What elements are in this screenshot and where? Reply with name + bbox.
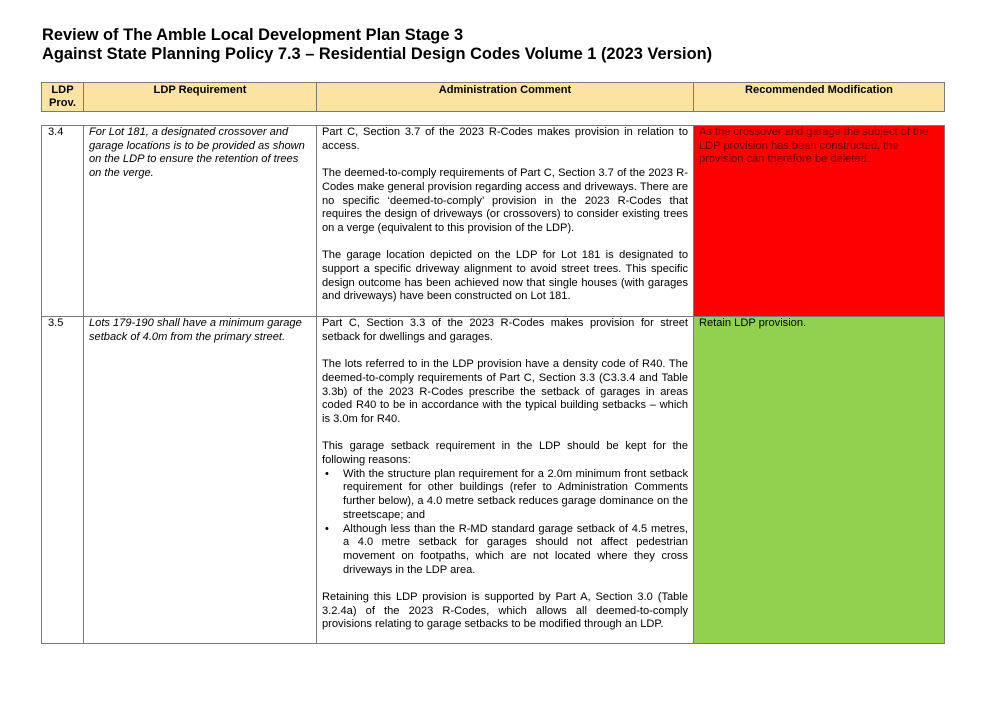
title-line-2: Against State Planning Policy 7.3 – Residential Design Codes Volume 1 (2023 Version) [42, 45, 713, 63]
provisions-table [41, 125, 945, 644]
provision-number: 3.4 [42, 126, 84, 317]
header-ldp-requirement: LDP Requirement [84, 83, 317, 112]
header-ldp-prov: LDP Prov. [42, 83, 84, 112]
administration-comment [317, 126, 694, 317]
reasons-list [322, 468, 688, 578]
table-row [42, 126, 945, 317]
table-row [42, 317, 945, 644]
title-line-1: Review of The Amble Local Development Plan Stage 3 [42, 26, 464, 44]
administration-comment [317, 317, 694, 644]
document-title [42, 26, 712, 64]
comment-paragraph: Part C, Section 3.7 of the 2023 R-Codes makes provision in relation to access. [322, 126, 688, 152]
recommended-modification: As the crossover and garage the subject of the LDP provision has been constructed, the provision can therefore be deleted. [694, 126, 945, 317]
comment-paragraph: Part C, Section 3.3 of the 2023 R-Codes makes provision for street setback for dwellings and garages. [322, 317, 688, 343]
list-item: • Although less than the R-MD standard garage setback of 4.5 metres, a 4.0 metre setback for garages should not affect pedestrian movement on footpaths, which are not located where they cross driveways in the LDP area. [325, 522, 688, 576]
comment-paragraph: This garage setback requirement in the LDP should be kept for the following reasons: [322, 440, 688, 466]
recommended-modification: Retain LDP provision. [694, 317, 945, 644]
comment-paragraph: The garage location depicted on the LDP for Lot 181 is designated to support a specific driveway alignment to avoid street trees. This specific design outcome has been achieved now that single houses (with garages and driveways) have been constructed on Lot 181. [322, 249, 688, 303]
comment-paragraph: The lots referred to in the LDP provision have a density code of R40. The deemed-to-comply requirements of Part C, Section 3.3 (C3.3.4 and Table 3.3b) of the 2023 R-Codes prescribe the setback of garages in areas coded R40 to be in accordance with the typical building setbacks – which is 3.0m for R40. [322, 358, 688, 425]
ldp-requirement-text: Lots 179-190 shall have a minimum garage setback of 4.0m from the primary street. [84, 317, 317, 644]
header-administration-comment: Administration Comment [317, 83, 694, 112]
table-header [41, 82, 945, 112]
bullet-icon: • [325, 467, 329, 480]
comment-paragraph: Retaining this LDP provision is supported by Part A, Section 3.0 (Table 3.2.4a) of the 2023 R-Codes, which allows all deemed-to-comply provisions relating to garage setbacks to be modified through an LDP. [322, 591, 688, 631]
provision-number: 3.5 [42, 317, 84, 644]
ldp-requirement-text: For Lot 181, a designated crossover and garage locations is to be provided as shown on the LDP to ensure the retention of trees on the verge. [84, 126, 317, 317]
header-recommended-modification: Recommended Modification [694, 83, 945, 112]
bullet-icon: • [325, 522, 329, 535]
list-item: • With the structure plan requirement for a 2.0m minimum front setback requirement for other buildings (refer to Administration Comments further below), a 4.0 metre setback reduces garage dominance on the streetscape; and [325, 467, 688, 521]
comment-paragraph: The deemed-to-comply requirements of Part C, Section 3.7 of the 2023 R-Codes make general provision regarding access and driveways. There are no specific ‘deemed-to-comply’ provision in the 2023 R-Codes that requires the design of driveways (or crossovers) to consider existing trees on a verge (equivalent to this provision of the LDP). [322, 167, 688, 234]
